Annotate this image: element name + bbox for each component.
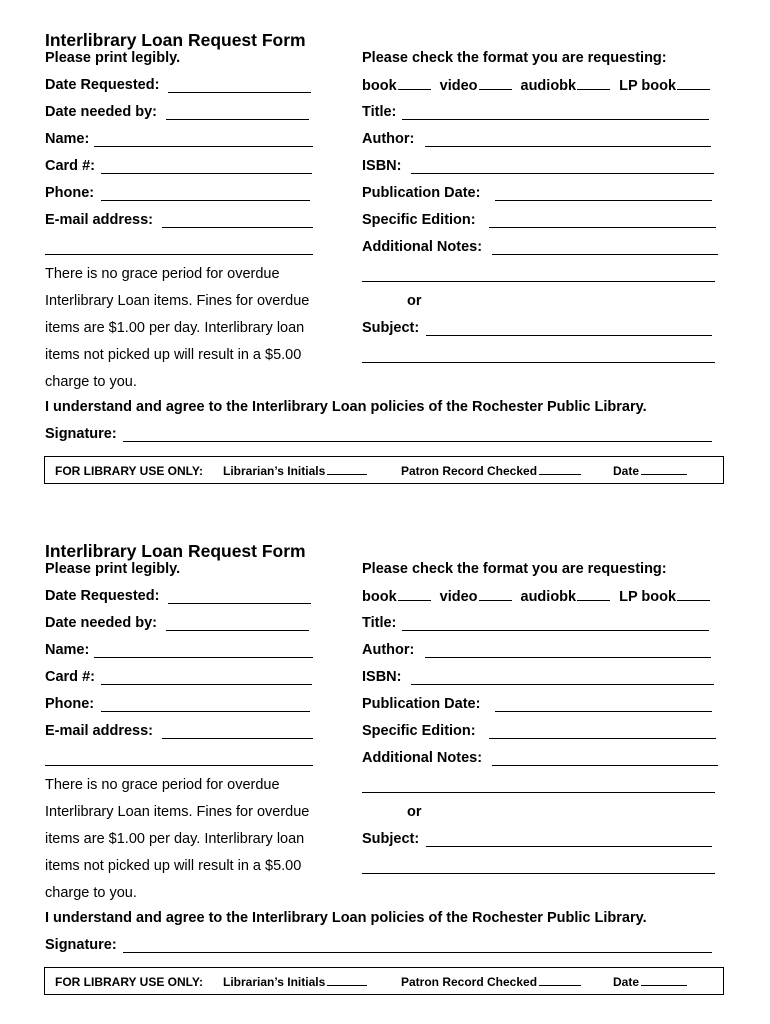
format-options [362,588,710,606]
title-field[interactable] [402,119,709,120]
librarian-initials[interactable]: Librarian’s Initials [223,975,367,989]
name-label: Name: [45,642,90,658]
format-prompt: Please check the format you are requesting: [362,561,667,577]
library-date[interactable]: Date [613,464,687,478]
publication-date-field[interactable] [495,711,712,712]
specific-edition-label: Specific Edition: [362,723,476,739]
subject-field-2[interactable] [362,362,715,363]
policy-line-4: items not picked up will result in a $5.00 [45,347,302,363]
subject-field-2[interactable] [362,873,715,874]
date-needed-label: Date needed by: [45,615,157,631]
library-date[interactable]: Date [613,975,687,989]
form-title: Interlibrary Loan Request Form [45,541,306,561]
policy-line-3: items are $1.00 per day. Interlibrary loan [45,831,305,847]
publication-date-label: Publication Date: [362,696,481,712]
librarian-initials[interactable]: Librarian’s Initials [223,464,367,478]
date-requested-label: Date Requested: [45,588,160,604]
policy-line-2: Interlibrary Loan items. Fines for overdue [45,293,310,309]
format-options [362,77,710,95]
or-label: or [407,804,422,820]
format-video-option[interactable]: video [440,588,512,606]
policy-line-4: items not picked up will result in a $5.00 [45,858,302,874]
author-field[interactable] [425,146,711,147]
subject-label: Subject: [362,831,420,847]
print-note: Please print legibly. [45,561,181,577]
format-lp-book-option[interactable]: LP book [619,588,710,606]
phone-label: Phone: [45,185,95,201]
card-label: Card #: [45,158,95,174]
library-use-label: FOR LIBRARY USE ONLY: [55,975,204,989]
phone-field[interactable] [101,200,310,201]
print-note: Please print legibly. [45,50,181,66]
signature-label: Signature: [45,937,117,953]
policy-line-3: items are $1.00 per day. Interlibrary loan [45,320,305,336]
date-requested-field[interactable] [168,92,311,93]
email-continuation-field[interactable] [45,765,313,766]
date-needed-label: Date needed by: [45,104,157,120]
author-field[interactable] [425,657,711,658]
form-title: Interlibrary Loan Request Form [45,30,306,50]
card-label: Card #: [45,669,95,685]
name-label: Name: [45,131,90,147]
title-field[interactable] [402,630,709,631]
email-field[interactable] [162,738,313,739]
author-label: Author: [362,131,415,147]
additional-notes-field[interactable] [492,765,718,766]
policy-line-2: Interlibrary Loan items. Fines for overdue [45,804,310,820]
subject-label: Subject: [362,320,420,336]
title-label: Title: [362,104,397,120]
additional-notes-field-2[interactable] [362,792,715,793]
email-continuation-field[interactable] [45,254,313,255]
request-form-2 [0,511,770,1011]
name-field[interactable] [94,657,313,658]
email-label: E-mail address: [45,212,153,228]
patron-record-checked[interactable]: Patron Record Checked [401,975,581,989]
email-field[interactable] [162,227,313,228]
isbn-label: ISBN: [362,158,402,174]
publication-date-field[interactable] [495,200,712,201]
signature-field[interactable] [123,952,712,953]
additional-notes-label: Additional Notes: [362,239,483,255]
email-label: E-mail address: [45,723,153,739]
format-lp-book-option[interactable]: LP book [619,77,710,95]
format-audiobook-option[interactable]: audiobk [521,588,611,606]
library-use-label: FOR LIBRARY USE ONLY: [55,464,204,478]
date-requested-label: Date Requested: [45,77,160,93]
format-book-option[interactable]: book [362,588,431,606]
policy-line-5: charge to you. [45,374,137,390]
subject-field[interactable] [426,335,712,336]
date-needed-field[interactable] [166,630,309,631]
title-label: Title: [362,615,397,631]
policy-line-1: There is no grace period for overdue [45,777,280,793]
format-audiobook-option[interactable]: audiobk [521,77,611,95]
patron-record-checked[interactable]: Patron Record Checked [401,464,581,478]
phone-label: Phone: [45,696,95,712]
phone-field[interactable] [101,711,310,712]
specific-edition-field[interactable] [489,227,716,228]
date-requested-field[interactable] [168,603,311,604]
request-form-1 [0,0,770,500]
library-use-box [44,967,724,995]
isbn-field[interactable] [411,173,714,174]
agreement-text: I understand and agree to the Interlibrary Loan policies of the Rochester Public Library. [45,910,647,926]
publication-date-label: Publication Date: [362,185,481,201]
additional-notes-field[interactable] [492,254,718,255]
format-prompt: Please check the format you are requesting: [362,50,667,66]
name-field[interactable] [94,146,313,147]
subject-field[interactable] [426,846,712,847]
agreement-text: I understand and agree to the Interlibrary Loan policies of the Rochester Public Library. [45,399,647,415]
isbn-label: ISBN: [362,669,402,685]
policy-line-1: There is no grace period for overdue [45,266,280,282]
format-video-option[interactable]: video [440,77,512,95]
additional-notes-label: Additional Notes: [362,750,483,766]
signature-field[interactable] [123,441,712,442]
specific-edition-field[interactable] [489,738,716,739]
library-use-box [44,456,724,484]
or-label: or [407,293,422,309]
card-field[interactable] [101,173,312,174]
signature-label: Signature: [45,426,117,442]
policy-line-5: charge to you. [45,885,137,901]
isbn-field[interactable] [411,684,714,685]
card-field[interactable] [101,684,312,685]
format-book-option[interactable]: book [362,77,431,95]
author-label: Author: [362,642,415,658]
specific-edition-label: Specific Edition: [362,212,476,228]
date-needed-field[interactable] [166,119,309,120]
additional-notes-field-2[interactable] [362,281,715,282]
